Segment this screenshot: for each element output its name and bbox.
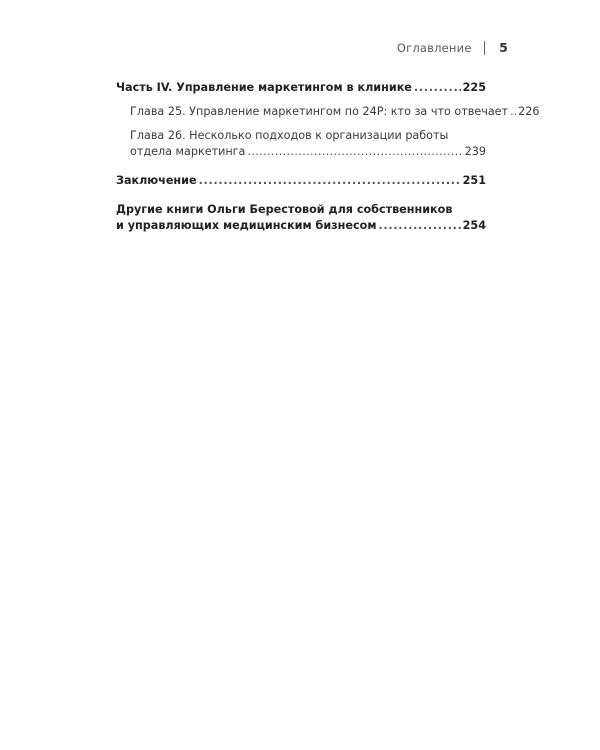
toc-entry-chapter-26[interactable] <box>116 128 486 160</box>
toc-entry-conclusion[interactable] <box>116 173 486 189</box>
running-head-divider <box>484 41 486 55</box>
toc-entry-title-line-2: и управляющих медицинским бизнесом <box>116 219 377 232</box>
toc-entry-title: Глава 25. Управление маркетингом по 24P: кто за что отвечает <box>130 105 509 118</box>
toc-entry-part-4[interactable] <box>116 80 486 96</box>
toc-entry-other-books[interactable] <box>116 202 486 234</box>
dot-leader <box>414 80 461 96</box>
dot-leader <box>510 104 516 120</box>
toc-entry-title: Часть IV. Управление маркетингом в клинике <box>116 81 412 94</box>
page-number: 5 <box>499 40 508 55</box>
toc-entry-chapter-25[interactable] <box>116 104 540 120</box>
toc-entry-title-line-1: Другие книги Ольги Берестовой для собственников <box>116 203 453 216</box>
toc-entry-page: 239 <box>464 145 486 158</box>
dot-leader <box>378 218 460 234</box>
dot-leader <box>199 173 461 189</box>
table-of-contents <box>116 80 540 234</box>
toc-entry-page: 251 <box>462 174 486 187</box>
toc-entry-title: Заключение <box>116 174 197 187</box>
toc-entry-page: 254 <box>462 219 486 232</box>
toc-entry-page: 225 <box>462 81 486 94</box>
running-head <box>397 40 508 55</box>
toc-entry-page: 226 <box>518 105 540 118</box>
dot-leader <box>247 144 462 160</box>
toc-entry-title-line-1: Глава 26. Несколько подходов к организации работы <box>130 129 449 142</box>
toc-entry-title-line-2: отдела маркетинга <box>130 145 246 158</box>
running-head-section: Оглавление <box>396 40 472 55</box>
